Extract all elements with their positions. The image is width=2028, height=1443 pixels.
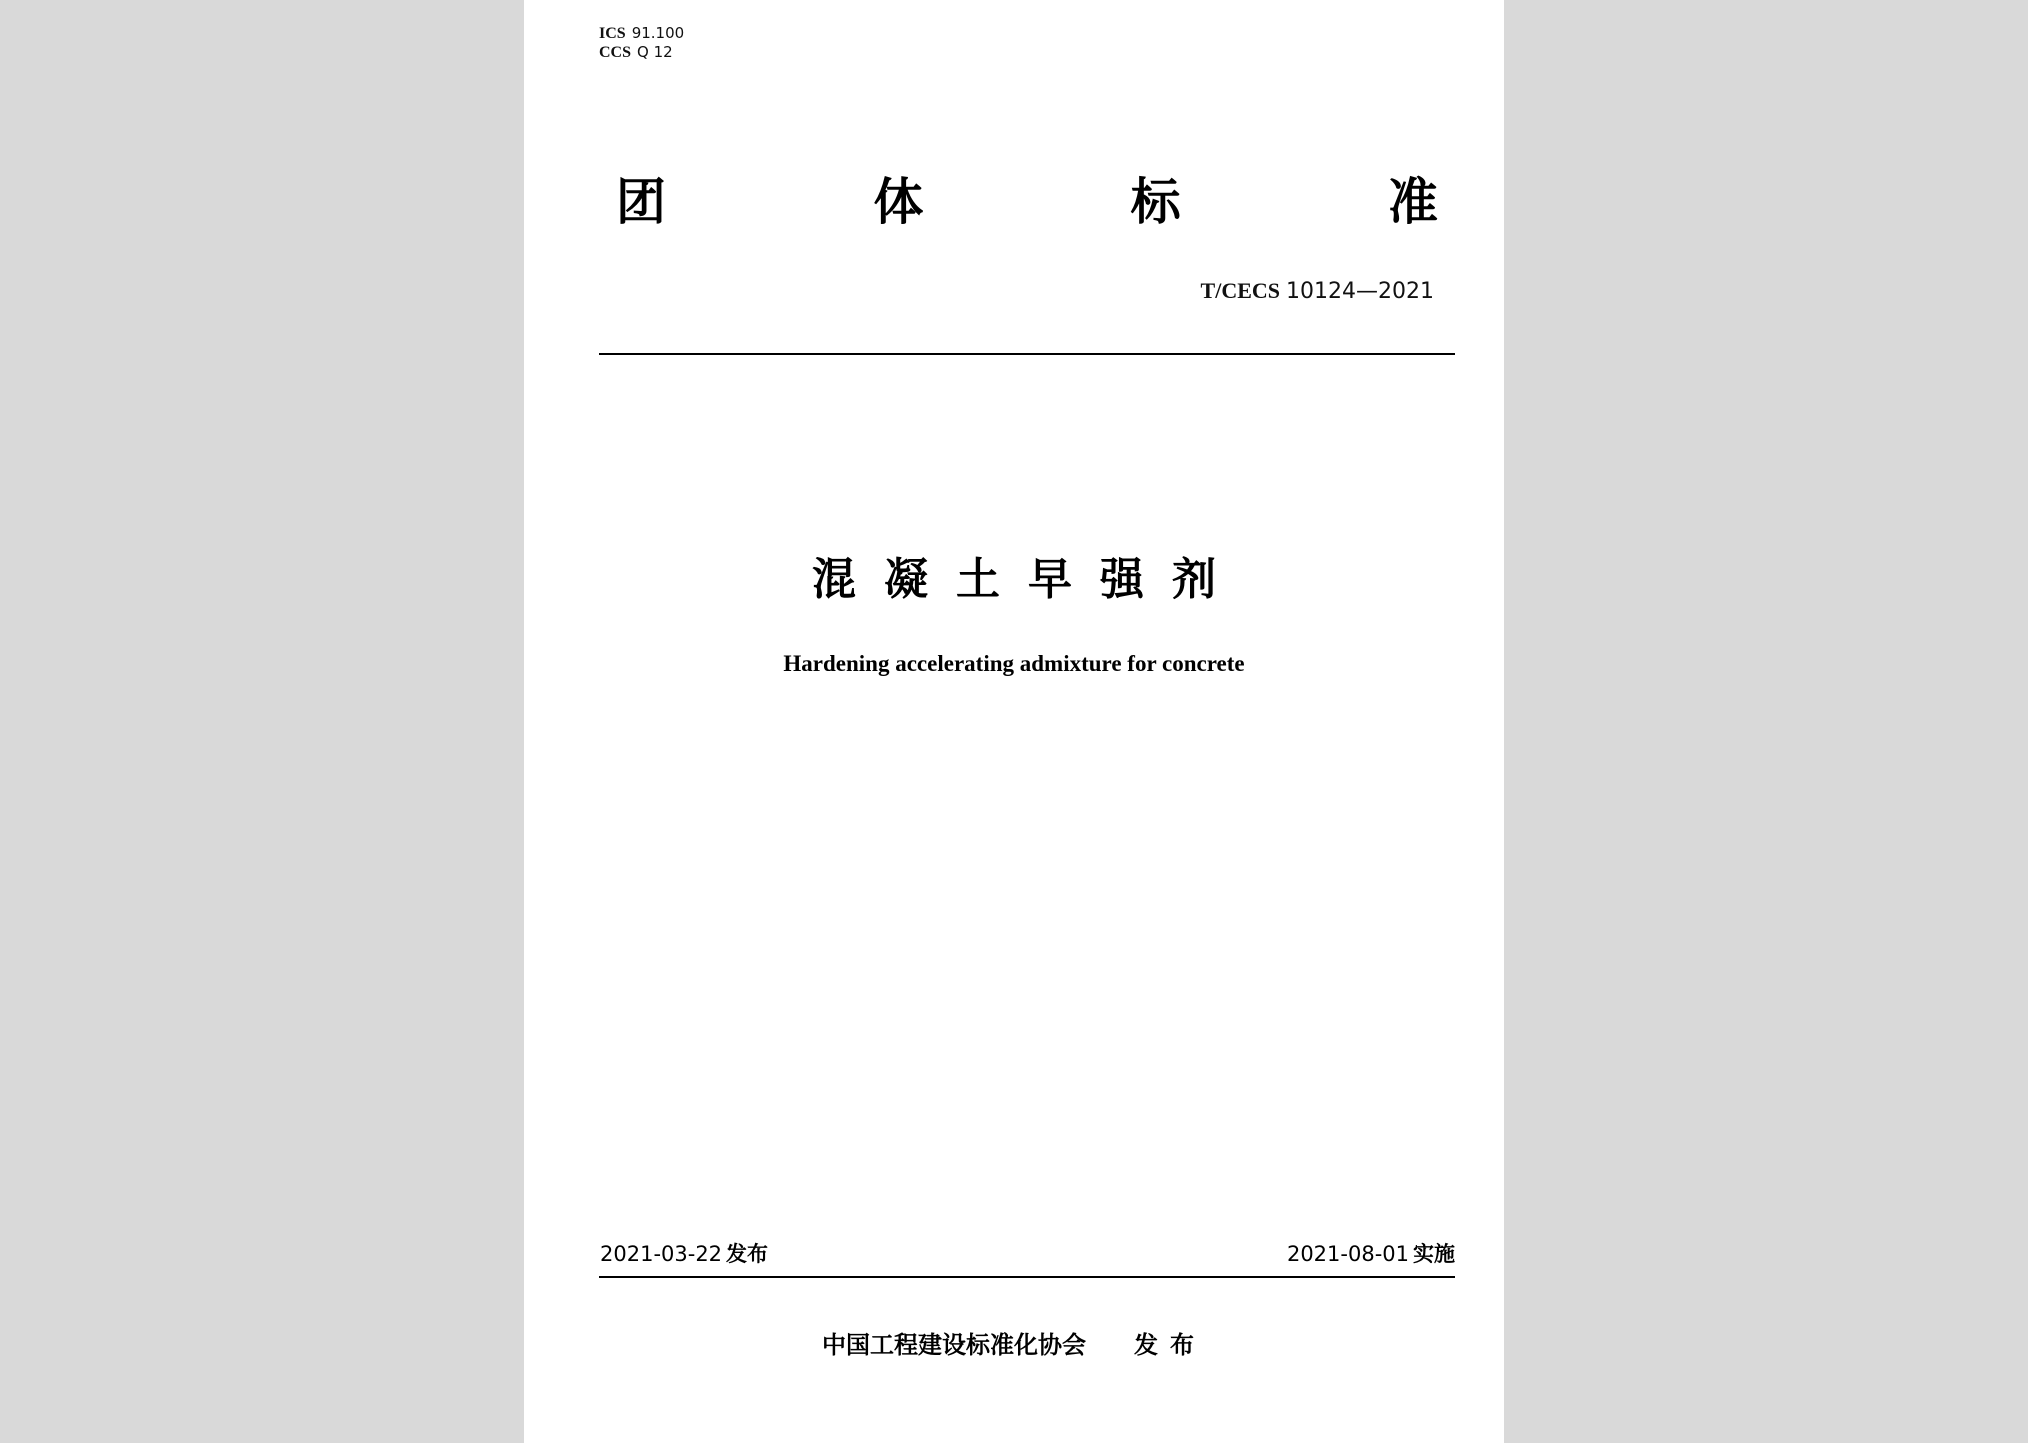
publisher-action: 发布 xyxy=(1134,1331,1206,1359)
ics-value: 91.100 xyxy=(631,24,685,42)
heading-char-3: 标 xyxy=(1130,173,1181,231)
title-english: Hardening accelerating admixture for concrete xyxy=(783,651,1245,676)
ccs-code xyxy=(599,43,684,62)
classification-codes xyxy=(599,24,684,62)
publisher-name: 中国工程建设标准化协会 xyxy=(822,1331,1086,1359)
ccs-value: Q 12 xyxy=(637,43,673,61)
heading-char-4: 准 xyxy=(1387,173,1438,231)
bottom-divider xyxy=(599,1276,1455,1278)
impl-date-value: 2021-08-01 xyxy=(1286,1242,1409,1266)
top-divider xyxy=(599,353,1455,355)
ics-code xyxy=(599,24,684,43)
ccs-label: CCS xyxy=(599,44,632,61)
implementation-date xyxy=(1287,1240,1455,1268)
issue-date-label: 发布 xyxy=(726,1242,769,1266)
document-page xyxy=(524,0,1504,1443)
impl-date-label: 实施 xyxy=(1413,1242,1455,1266)
heading-char-1: 团 xyxy=(616,173,666,231)
ics-label: ICS xyxy=(599,25,626,42)
standard-code: 10124—2021 xyxy=(1286,279,1434,304)
standard-prefix: T/CECS xyxy=(1200,278,1281,303)
issue-date xyxy=(600,1240,768,1268)
publisher xyxy=(524,1330,1504,1360)
standard-number xyxy=(1201,278,1434,305)
standard-type-heading xyxy=(616,172,1438,232)
heading-char-2: 体 xyxy=(873,173,924,231)
issue-date-value: 2021-03-22 xyxy=(600,1242,723,1266)
title-chinese: 混凝土早强剂 xyxy=(812,554,1244,605)
